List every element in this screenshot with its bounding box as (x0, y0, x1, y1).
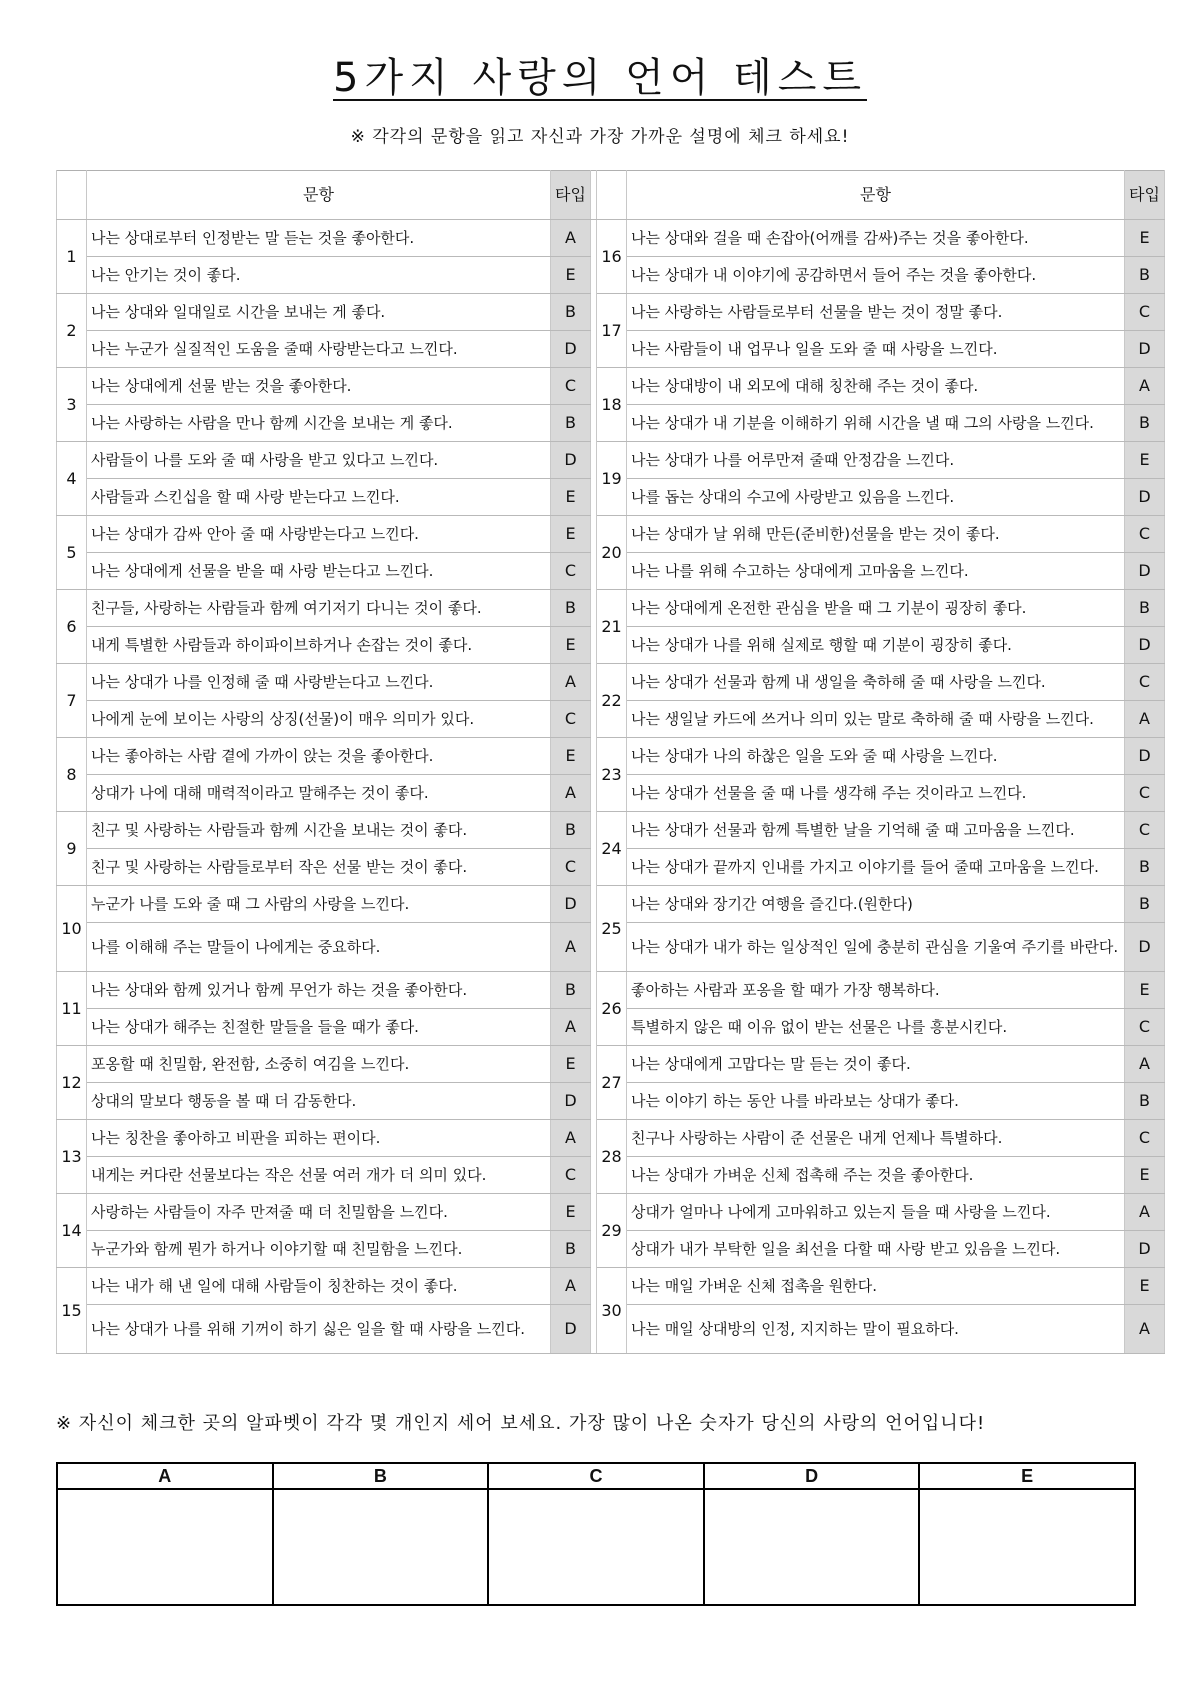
question-text[interactable]: 나는 상대로부터 인정받는 말 듣는 것을 좋아한다. (87, 220, 551, 257)
question-number: 23 (597, 738, 627, 812)
table-header-row (57, 171, 1165, 220)
question-number: 22 (597, 664, 627, 738)
question-text[interactable]: 나는 상대가 내 이야기에 공감하면서 들어 주는 것을 좋아한다. (627, 257, 1125, 294)
question-type: B (1125, 849, 1165, 886)
question-number: 16 (597, 220, 627, 294)
question-number: 7 (57, 664, 87, 738)
tally-count-b[interactable] (273, 1489, 489, 1605)
question-text[interactable]: 나는 상대가 나를 인정해 줄 때 사랑받는다고 느낀다. (87, 664, 551, 701)
question-text[interactable]: 나를 이해해 주는 말들이 나에게는 중요하다. (87, 923, 551, 972)
header-question-left: 문항 (87, 171, 551, 220)
question-number: 27 (597, 1046, 627, 1120)
question-number: 11 (57, 972, 87, 1046)
question-type: A (1125, 1194, 1165, 1231)
header-type-right: 타입 (1125, 171, 1165, 220)
header-number-right (597, 171, 627, 220)
question-text[interactable]: 누군가 나를 도와 줄 때 그 사람의 사랑을 느낀다. (87, 886, 551, 923)
question-type: D (1125, 738, 1165, 775)
question-type: E (551, 1194, 591, 1231)
question-type: C (551, 368, 591, 405)
question-text[interactable]: 친구 및 사랑하는 사람들로부터 작은 선물 받는 것이 좋다. (87, 849, 551, 886)
question-text[interactable]: 나는 상대가 내가 하는 일상적인 일에 충분히 관심을 기울여 주기를 바란다. (627, 923, 1125, 972)
question-type: C (1125, 294, 1165, 331)
table-row (57, 1046, 1165, 1083)
question-text[interactable]: 나는 상대가 선물과 함께 내 생일을 축하해 줄 때 사랑을 느낀다. (627, 664, 1125, 701)
question-text[interactable]: 나는 내가 해 낸 일에 대해 사람들이 칭찬하는 것이 좋다. (87, 1268, 551, 1305)
question-text[interactable]: 나는 사랑하는 사람들로부터 선물을 받는 것이 정말 좋다. (627, 294, 1125, 331)
question-type: E (1125, 1268, 1165, 1305)
question-type: D (1125, 479, 1165, 516)
table-row (57, 442, 1165, 479)
question-type: A (551, 1009, 591, 1046)
question-text[interactable]: 나는 상대에게 고맙다는 말 듣는 것이 좋다. (627, 1046, 1125, 1083)
scoring-note: ※ 자신이 체크한 곳의 알파벳이 각각 몇 개인지 세어 보세요. 가장 많이 나온 숫자가 당신의 사랑의 언어입니다! (56, 1413, 986, 1434)
question-type: E (551, 516, 591, 553)
header-type-left: 타입 (551, 171, 591, 220)
table-row (57, 1194, 1165, 1231)
question-number: 18 (597, 368, 627, 442)
question-text[interactable]: 나는 상대가 끝까지 인내를 가지고 이야기를 들어 줄때 고마움을 느낀다. (627, 849, 1125, 886)
question-number: 1 (57, 220, 87, 294)
question-number: 8 (57, 738, 87, 812)
question-text[interactable]: 나는 상대가 해주는 친절한 말들을 들을 때가 좋다. (87, 1009, 551, 1046)
question-type: B (551, 294, 591, 331)
question-type: E (551, 738, 591, 775)
header-number-left (57, 171, 87, 220)
tally-header-d: D (704, 1463, 920, 1489)
question-type: D (1125, 553, 1165, 590)
tally-header-e: E (919, 1463, 1135, 1489)
table-row (57, 812, 1165, 849)
question-text[interactable]: 나는 상대에게 온전한 관심을 받을 때 그 기분이 굉장히 좋다. (627, 590, 1125, 627)
question-rows (57, 220, 1165, 1354)
question-type: B (1125, 405, 1165, 442)
tally-header-b: B (273, 1463, 489, 1489)
question-type: A (1125, 1046, 1165, 1083)
question-type: C (1125, 1009, 1165, 1046)
question-type: D (551, 1083, 591, 1120)
question-type: B (1125, 886, 1165, 923)
question-type: E (1125, 1157, 1165, 1194)
question-number: 10 (57, 886, 87, 972)
question-type: A (1125, 701, 1165, 738)
question-type: B (1125, 257, 1165, 294)
question-type: D (1125, 1231, 1165, 1268)
question-text[interactable]: 나는 상대와 함께 있거나 함께 무언가 하는 것을 좋아한다. (87, 972, 551, 1009)
question-type: C (1125, 812, 1165, 849)
question-type: E (1125, 220, 1165, 257)
question-type: B (1125, 590, 1165, 627)
table-row (57, 368, 1165, 405)
question-text[interactable]: 나는 상대가 나를 어루만져 줄때 안정감을 느낀다. (627, 442, 1125, 479)
question-text[interactable]: 나는 안기는 것이 좋다. (87, 257, 551, 294)
question-number: 9 (57, 812, 87, 886)
question-type: B (551, 405, 591, 442)
question-text[interactable]: 나는 이야기 하는 동안 나를 바라보는 상대가 좋다. (627, 1083, 1125, 1120)
question-text[interactable]: 내게는 커다란 선물보다는 작은 선물 여러 개가 더 의미 있다. (87, 1157, 551, 1194)
tally-header-a: A (57, 1463, 273, 1489)
question-type: A (551, 1268, 591, 1305)
question-type: C (1125, 516, 1165, 553)
table-row (57, 886, 1165, 923)
question-number: 15 (57, 1268, 87, 1354)
question-text[interactable]: 나는 사람들이 내 업무나 일을 도와 줄 때 사랑을 느낀다. (627, 331, 1125, 368)
question-type: C (1125, 775, 1165, 812)
question-number: 4 (57, 442, 87, 516)
question-text[interactable]: 누군가와 함께 뭔가 하거나 이야기할 때 친밀함을 느낀다. (87, 1231, 551, 1268)
question-text[interactable]: 나는 상대와 걸을 때 손잡아(어깨를 감싸)주는 것을 좋아한다. (627, 220, 1125, 257)
question-text[interactable]: 나는 상대가 선물을 줄 때 나를 생각해 주는 것이라고 느낀다. (627, 775, 1125, 812)
question-text[interactable]: 사랑하는 사람들이 자주 만져줄 때 더 친밀함을 느낀다. (87, 1194, 551, 1231)
question-type: D (551, 886, 591, 923)
table-row (57, 590, 1165, 627)
question-number: 20 (597, 516, 627, 590)
question-number: 25 (597, 886, 627, 972)
question-type: C (1125, 664, 1165, 701)
table-row (57, 664, 1165, 701)
tally-header-c: C (488, 1463, 704, 1489)
question-text[interactable]: 나는 상대가 나의 하찮은 일을 도와 줄 때 사랑을 느낀다. (627, 738, 1125, 775)
tally-count-e[interactable] (919, 1489, 1135, 1605)
question-type: C (551, 1157, 591, 1194)
page-title: 5가지 사랑의 언어 테스트 (333, 55, 867, 101)
question-type: D (1125, 923, 1165, 972)
question-type: A (551, 923, 591, 972)
question-number: 28 (597, 1120, 627, 1194)
question-text[interactable]: 나는 사랑하는 사람을 만나 함께 시간을 보내는 게 좋다. (87, 405, 551, 442)
question-type: E (551, 257, 591, 294)
question-type: E (1125, 972, 1165, 1009)
question-type: E (1125, 442, 1165, 479)
question-text[interactable]: 상대의 말보다 행동을 볼 때 더 감동한다. (87, 1083, 551, 1120)
question-type: D (1125, 331, 1165, 368)
table-row (57, 738, 1165, 775)
question-text[interactable]: 나는 상대가 날 위해 만든(준비한)선물을 받는 것이 좋다. (627, 516, 1125, 553)
question-type: A (551, 664, 591, 701)
question-type: A (551, 1120, 591, 1157)
table-row (57, 972, 1165, 1009)
question-number: 14 (57, 1194, 87, 1268)
question-text[interactable]: 나를 돕는 상대의 수고에 사랑받고 있음을 느낀다. (627, 479, 1125, 516)
question-text[interactable]: 나는 상대가 나를 위해 실제로 행할 때 기분이 굉장히 좋다. (627, 627, 1125, 664)
question-type: D (551, 442, 591, 479)
question-type: A (1125, 368, 1165, 405)
tally-count-c[interactable] (488, 1489, 704, 1605)
question-text[interactable]: 나는 칭찬을 좋아하고 비판을 피하는 편이다. (87, 1120, 551, 1157)
question-type: C (1125, 1120, 1165, 1157)
question-type: B (551, 972, 591, 1009)
question-text[interactable]: 나는 상대가 감싸 안아 줄 때 사랑받는다고 느낀다. (87, 516, 551, 553)
question-text[interactable]: 상대가 나에 대해 매력적이라고 말해주는 것이 좋다. (87, 775, 551, 812)
question-text[interactable]: 친구나 사랑하는 사람이 준 선물은 내게 언제나 특별하다. (627, 1120, 1125, 1157)
question-type: C (551, 701, 591, 738)
question-text[interactable]: 나는 좋아하는 사람 곁에 가까이 앉는 것을 좋아한다. (87, 738, 551, 775)
question-text[interactable]: 특별하지 않은 때 이유 없이 받는 선물은 나를 흥분시킨다. (627, 1009, 1125, 1046)
question-type: C (551, 849, 591, 886)
question-text[interactable]: 나는 상대가 내 기분을 이해하기 위해 시간을 낼 때 그의 사랑을 느낀다. (627, 405, 1125, 442)
question-text[interactable]: 상대가 내가 부탁한 일을 최선을 다할 때 사랑 받고 있음을 느낀다. (627, 1231, 1125, 1268)
table-row (57, 516, 1165, 553)
question-number: 6 (57, 590, 87, 664)
question-number: 24 (597, 812, 627, 886)
question-type: B (551, 590, 591, 627)
question-text[interactable]: 나는 매일 가벼운 신체 접촉을 원한다. (627, 1268, 1125, 1305)
question-text[interactable]: 친구 및 사랑하는 사람들과 함께 시간을 보내는 것이 좋다. (87, 812, 551, 849)
question-text[interactable]: 나는 상대가 가벼운 신체 접촉해 주는 것을 좋아한다. (627, 1157, 1125, 1194)
question-type: D (551, 1305, 591, 1354)
tally-count-row (57, 1489, 1135, 1605)
question-text[interactable]: 나는 상대방이 내 외모에 대해 칭찬해 주는 것이 좋다. (627, 368, 1125, 405)
table-row (57, 1120, 1165, 1157)
question-text[interactable]: 나는 매일 상대방의 인정, 지지하는 말이 필요하다. (627, 1305, 1125, 1354)
question-number: 30 (597, 1268, 627, 1354)
instructions: ※ 각각의 문항을 읽고 자신과 가장 가까운 설명에 체크 하세요! (350, 127, 850, 147)
question-type: B (551, 812, 591, 849)
question-type: D (1125, 627, 1165, 664)
tally-count-d[interactable] (704, 1489, 920, 1605)
question-text[interactable]: 좋아하는 사람과 포옹을 할 때가 가장 행복하다. (627, 972, 1125, 1009)
tally-header-row (57, 1463, 1135, 1489)
question-text[interactable]: 나는 누군가 실질적인 도움을 줄때 사랑받는다고 느낀다. (87, 331, 551, 368)
question-text[interactable]: 사람들과 스킨십을 할 때 사랑 받는다고 느낀다. (87, 479, 551, 516)
table-row (57, 220, 1165, 257)
question-number: 29 (597, 1194, 627, 1268)
question-number: 21 (597, 590, 627, 664)
question-text[interactable]: 나는 상대가 나를 위해 기꺼이 하기 싫은 일을 할 때 사랑을 느낀다. (87, 1305, 551, 1354)
question-type: B (551, 1231, 591, 1268)
question-text[interactable]: 상대가 얼마나 나에게 고마워하고 있는지 들을 때 사랑을 느낀다. (627, 1194, 1125, 1231)
question-text[interactable]: 나는 상대에게 선물을 받을 때 사랑 받는다고 느낀다. (87, 553, 551, 590)
question-type: D (551, 331, 591, 368)
question-type: E (551, 479, 591, 516)
question-type: A (1125, 1305, 1165, 1354)
tally-table (56, 1462, 1136, 1606)
question-table (56, 170, 1165, 1354)
question-type: A (551, 220, 591, 257)
question-type: B (1125, 1083, 1165, 1120)
table-row (57, 1268, 1165, 1305)
question-number: 26 (597, 972, 627, 1046)
question-text[interactable]: 포옹할 때 친밀함, 완전함, 소중히 여김을 느낀다. (87, 1046, 551, 1083)
question-number: 2 (57, 294, 87, 368)
question-text[interactable]: 사람들이 나를 도와 줄 때 사랑을 받고 있다고 느낀다. (87, 442, 551, 479)
question-text[interactable]: 나는 나를 위해 수고하는 상대에게 고마움을 느낀다. (627, 553, 1125, 590)
question-text[interactable]: 나는 상대와 장기간 여행을 즐긴다.(원한다) (627, 886, 1125, 923)
question-text[interactable]: 내게 특별한 사람들과 하이파이브하거나 손잡는 것이 좋다. (87, 627, 551, 664)
tally-count-a[interactable] (57, 1489, 273, 1605)
table-row (57, 294, 1165, 331)
question-type: A (551, 775, 591, 812)
question-text[interactable]: 나에게 눈에 보이는 사랑의 상징(선물)이 매우 의미가 있다. (87, 701, 551, 738)
question-number: 5 (57, 516, 87, 590)
question-type: C (551, 553, 591, 590)
question-text[interactable]: 나는 상대가 선물과 함께 특별한 날을 기억해 줄 때 고마움을 느낀다. (627, 812, 1125, 849)
question-text[interactable]: 친구들, 사랑하는 사람들과 함께 여기저기 다니는 것이 좋다. (87, 590, 551, 627)
question-type: E (551, 1046, 591, 1083)
header-question-right: 문항 (627, 171, 1125, 220)
question-type: E (551, 627, 591, 664)
question-number: 13 (57, 1120, 87, 1194)
question-number: 19 (597, 442, 627, 516)
question-text[interactable]: 나는 상대와 일대일로 시간을 보내는 게 좋다. (87, 294, 551, 331)
question-text[interactable]: 나는 상대에게 선물 받는 것을 좋아한다. (87, 368, 551, 405)
question-text[interactable]: 나는 생일날 카드에 쓰거나 의미 있는 말로 축하해 줄 때 사랑을 느낀다. (627, 701, 1125, 738)
question-number: 17 (597, 294, 627, 368)
question-number: 12 (57, 1046, 87, 1120)
question-number: 3 (57, 368, 87, 442)
